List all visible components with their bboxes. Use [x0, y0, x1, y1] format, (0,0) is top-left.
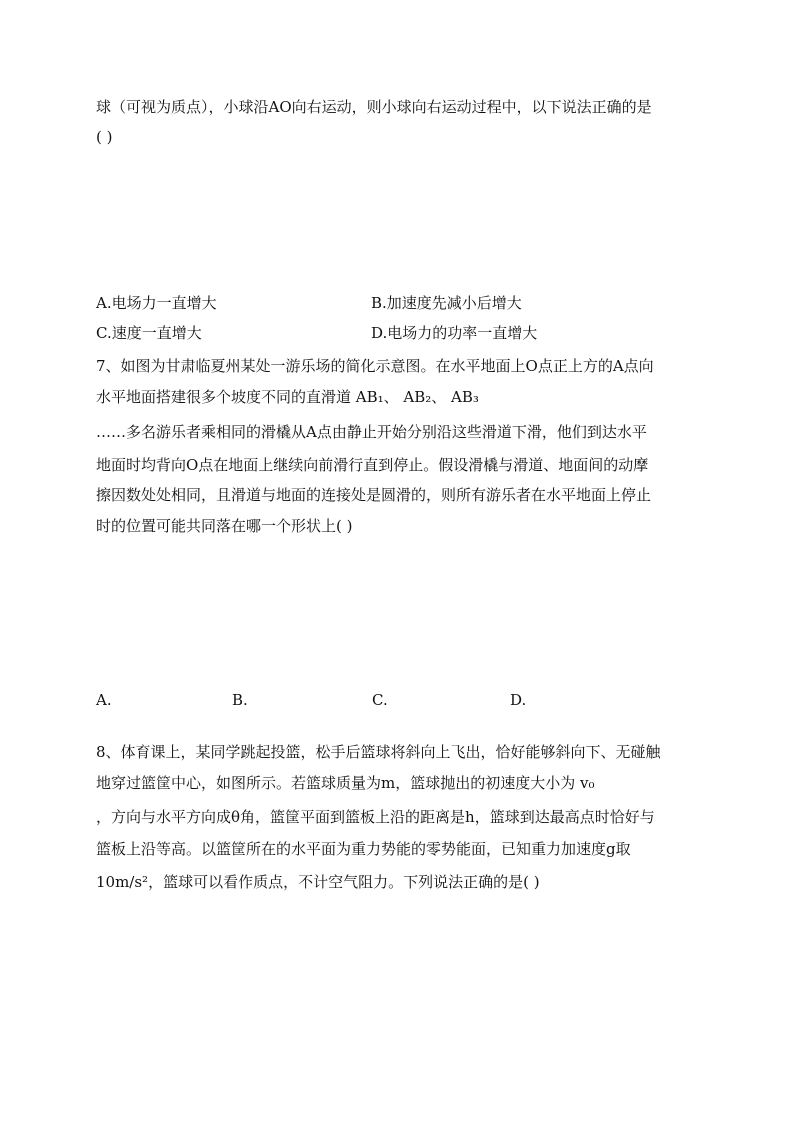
ball-a-point — [109, 214, 116, 221]
q7-option-c[interactable]: C. — [372, 691, 388, 709]
q8-stem-line-1: 8、体育课上，某同学跳起投篮，松手后篮球将斜向上飞出，恰好能够斜向下、无碰触 — [96, 743, 661, 761]
q8-stem-line-5: 10m/s²，篮球可以看作质点，不计空气阻力。下列说法正确的是( ) — [96, 873, 540, 891]
q6-option-a[interactable]: A.电场力一直增大 — [96, 294, 217, 312]
shape-egg-narrow-left[interactable] — [393, 672, 461, 725]
q8-stem-line-4: 篮板上沿等高。以篮筐所在的水平面为重力势能的零势能面，已知重力加速度g取 — [96, 840, 631, 858]
label-a: A — [183, 554, 192, 569]
q6-stem-line-2: ( ) — [96, 128, 113, 146]
label-o: O — [256, 211, 267, 226]
q6-option-d[interactable]: D.电场力的功率一直增大 — [371, 324, 538, 342]
label-b2: B₂ — [217, 628, 230, 643]
label-q-bottom: ⊕Q — [255, 248, 279, 264]
label-b3: B₃ — [221, 593, 234, 608]
label-b1: B₁ — [153, 632, 166, 647]
shape-egg-narrow-right[interactable] — [532, 671, 599, 725]
q7-stem-line-1: 7、如图为甘肃临夏州某处一游乐场的简化示意图。在水平地面上O点正上方的A点向 — [96, 357, 654, 375]
label-q-top: ⊕Q — [255, 183, 279, 199]
q7-option-b[interactable]: B. — [232, 691, 248, 709]
q6-stem-line-1: 球（可视为质点），小球沿AO向右运动，则小球向右运动过程中，以下说法正确的是 — [96, 98, 652, 116]
label-o: O — [182, 601, 193, 616]
q7-stem-line-4: 地面时均背向O点在地面上继续向前滑行直到停止。假设滑橇与滑道、地面间的动摩 — [96, 456, 649, 474]
q8-stem-line-3: ，方向与水平方向成θ角，篮筐平面到篮板上沿的距离是h，篮球到达最高点时恰好与 — [96, 808, 655, 826]
q8-stem-line-2: 地穿过篮筐中心，如图所示。若篮球质量为m，篮球抛出的初速度大小为 v₀ — [96, 774, 595, 792]
q7-stem-line-3: ……多名游乐者乘相同的滑橇从A点由静止开始分别沿这些滑道下滑，他们到达水平 — [96, 423, 647, 441]
q7-stem-line-6: 时的位置可能共同落在哪一个形状上( ) — [96, 517, 353, 535]
shape-circle[interactable] — [115, 668, 175, 728]
q6-option-c[interactable]: C.速度一直增大 — [96, 324, 202, 342]
shape-flat-ellipse[interactable] — [250, 680, 326, 716]
q7-option-d[interactable]: D. — [510, 691, 527, 709]
q7-stem-line-5: 擦因数处处相同，且滑道与地面的连接处是圆滑的，则所有游乐者在水平地面上停止 — [96, 486, 652, 504]
q7-stem-line-2: 水平地面搭建很多个坡度不同的直滑道 AB₁、 AB₂、 AB₃ — [96, 388, 479, 406]
q7-option-a[interactable]: A. — [96, 691, 112, 709]
q6-option-b[interactable]: B.加速度先减小后增大 — [371, 294, 522, 312]
label-a: A — [104, 225, 113, 240]
